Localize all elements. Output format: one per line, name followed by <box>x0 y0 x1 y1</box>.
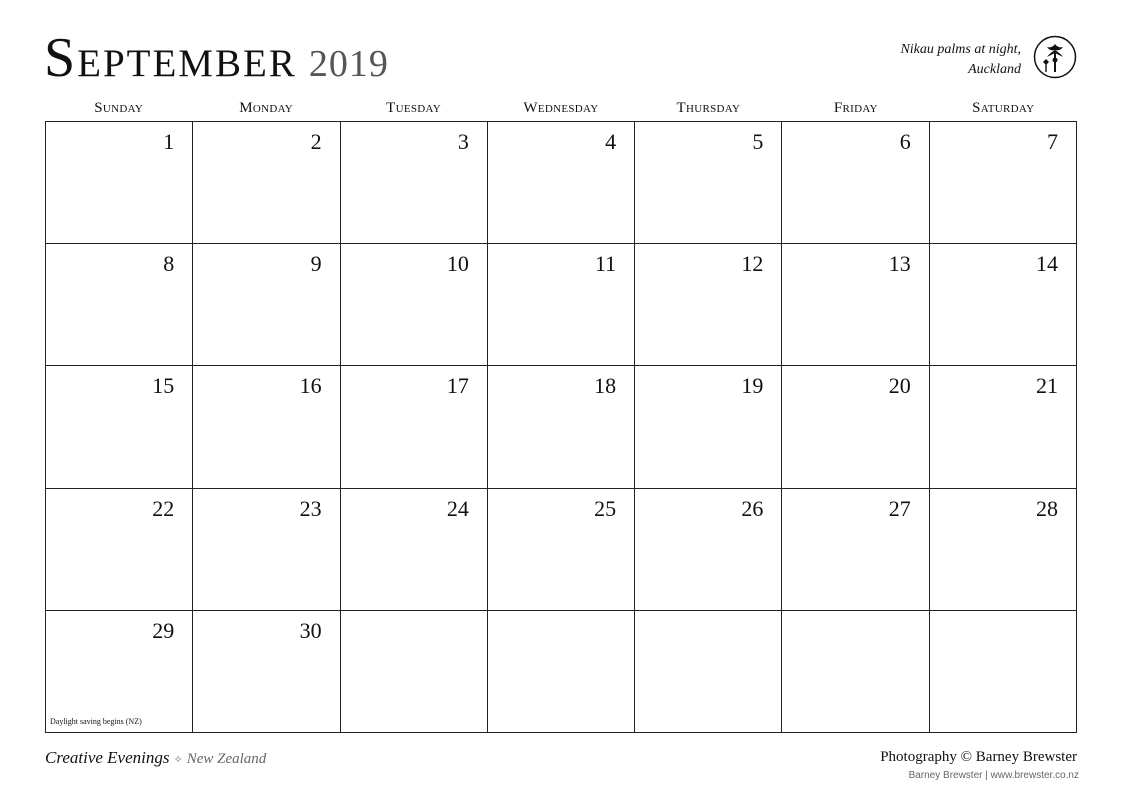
day-cell <box>635 366 782 488</box>
brand-region: New Zealand <box>186 751 267 767</box>
day-number: 11 <box>594 251 617 277</box>
day-number: 24 <box>446 495 469 521</box>
day-cell <box>46 244 193 366</box>
day-cell <box>46 489 193 611</box>
day-cell <box>341 366 488 488</box>
day-cell <box>46 366 193 488</box>
photo-caption-line-2: Auckland <box>968 62 1021 77</box>
day-cell <box>341 244 488 366</box>
calendar-grid <box>45 121 1077 733</box>
day-number: 2 <box>310 129 322 154</box>
empty-day-cell <box>341 611 488 733</box>
weekday-thursday: Thursday <box>676 100 741 116</box>
calendar-title <box>44 27 389 89</box>
day-cell <box>782 244 929 366</box>
day-cell <box>193 489 340 611</box>
weekday-tuesday: Tuesday <box>386 100 441 116</box>
day-cell <box>193 122 340 244</box>
day-number: 6 <box>899 129 911 154</box>
day-number: 30 <box>299 617 322 643</box>
day-cell <box>930 489 1077 611</box>
day-number: 23 <box>299 495 322 521</box>
day-cell <box>193 366 340 488</box>
day-number: 25 <box>594 495 617 521</box>
day-cell <box>341 122 488 244</box>
day-number: 29 <box>152 617 175 643</box>
day-cell <box>488 122 635 244</box>
day-cell <box>46 611 193 733</box>
day-cell <box>782 122 929 244</box>
day-number: 26 <box>741 495 764 521</box>
empty-day-cell <box>635 611 782 733</box>
nikau-palm-logo-icon <box>1033 35 1077 79</box>
weekday-header <box>45 100 1077 120</box>
photo-caption-line-1: Nikau palms at night, <box>900 42 1021 57</box>
sparkle-separator-icon: ✧ <box>173 754 183 766</box>
day-number: 9 <box>310 251 322 277</box>
empty-day-cell <box>930 611 1077 733</box>
day-number: 3 <box>457 129 469 154</box>
day-cell <box>488 489 635 611</box>
day-cell <box>782 366 929 488</box>
day-cell <box>46 122 193 244</box>
day-number: 27 <box>888 495 911 521</box>
day-number: 20 <box>888 373 911 399</box>
footer-brand <box>45 748 266 768</box>
day-number: 14 <box>1036 251 1058 277</box>
day-number: 12 <box>741 251 764 277</box>
photographer-url: Barney Brewster | www.brewster.co.nz <box>908 770 1079 781</box>
photo-caption <box>900 40 1021 80</box>
weekday-saturday: Saturday <box>972 100 1035 116</box>
month-name: September <box>44 27 297 89</box>
day-number: 1 <box>163 129 175 154</box>
day-number: 8 <box>163 251 175 277</box>
day-cell <box>488 244 635 366</box>
weekday-monday: Monday <box>239 100 294 116</box>
day-cell <box>193 244 340 366</box>
weekday-friday: Friday <box>833 100 878 116</box>
day-cell <box>193 611 340 733</box>
day-number: 5 <box>752 129 764 154</box>
day-cell <box>782 489 929 611</box>
day-number: 21 <box>1036 373 1058 399</box>
day-number: 17 <box>446 373 469 399</box>
day-number: 4 <box>605 129 617 154</box>
brand-name: Creative Evenings <box>45 748 170 767</box>
day-number: 10 <box>446 251 469 277</box>
day-number: 22 <box>152 495 175 521</box>
weekday-sunday: Sunday <box>94 100 144 116</box>
day-cell <box>930 244 1077 366</box>
day-number: 19 <box>741 373 764 399</box>
day-cell <box>635 122 782 244</box>
day-cell <box>930 366 1077 488</box>
day-number: 16 <box>299 373 322 399</box>
day-number: 28 <box>1036 495 1058 521</box>
day-number: 13 <box>888 251 911 277</box>
day-number: 7 <box>1047 129 1058 154</box>
day-cell <box>488 366 635 488</box>
empty-day-cell <box>782 611 929 733</box>
day-number: 15 <box>152 373 175 399</box>
day-cell <box>635 244 782 366</box>
day-cell <box>341 489 488 611</box>
year: 2019 <box>308 43 389 85</box>
day-note-daylight-saving: Daylight saving begins (NZ) <box>50 716 142 726</box>
day-cell <box>930 122 1077 244</box>
day-cell <box>635 489 782 611</box>
photo-credit: Photography © Barney Brewster <box>880 749 1077 765</box>
empty-day-cell <box>488 611 635 733</box>
weekday-wednesday: Wednesday <box>523 100 599 116</box>
day-number: 18 <box>594 373 617 399</box>
